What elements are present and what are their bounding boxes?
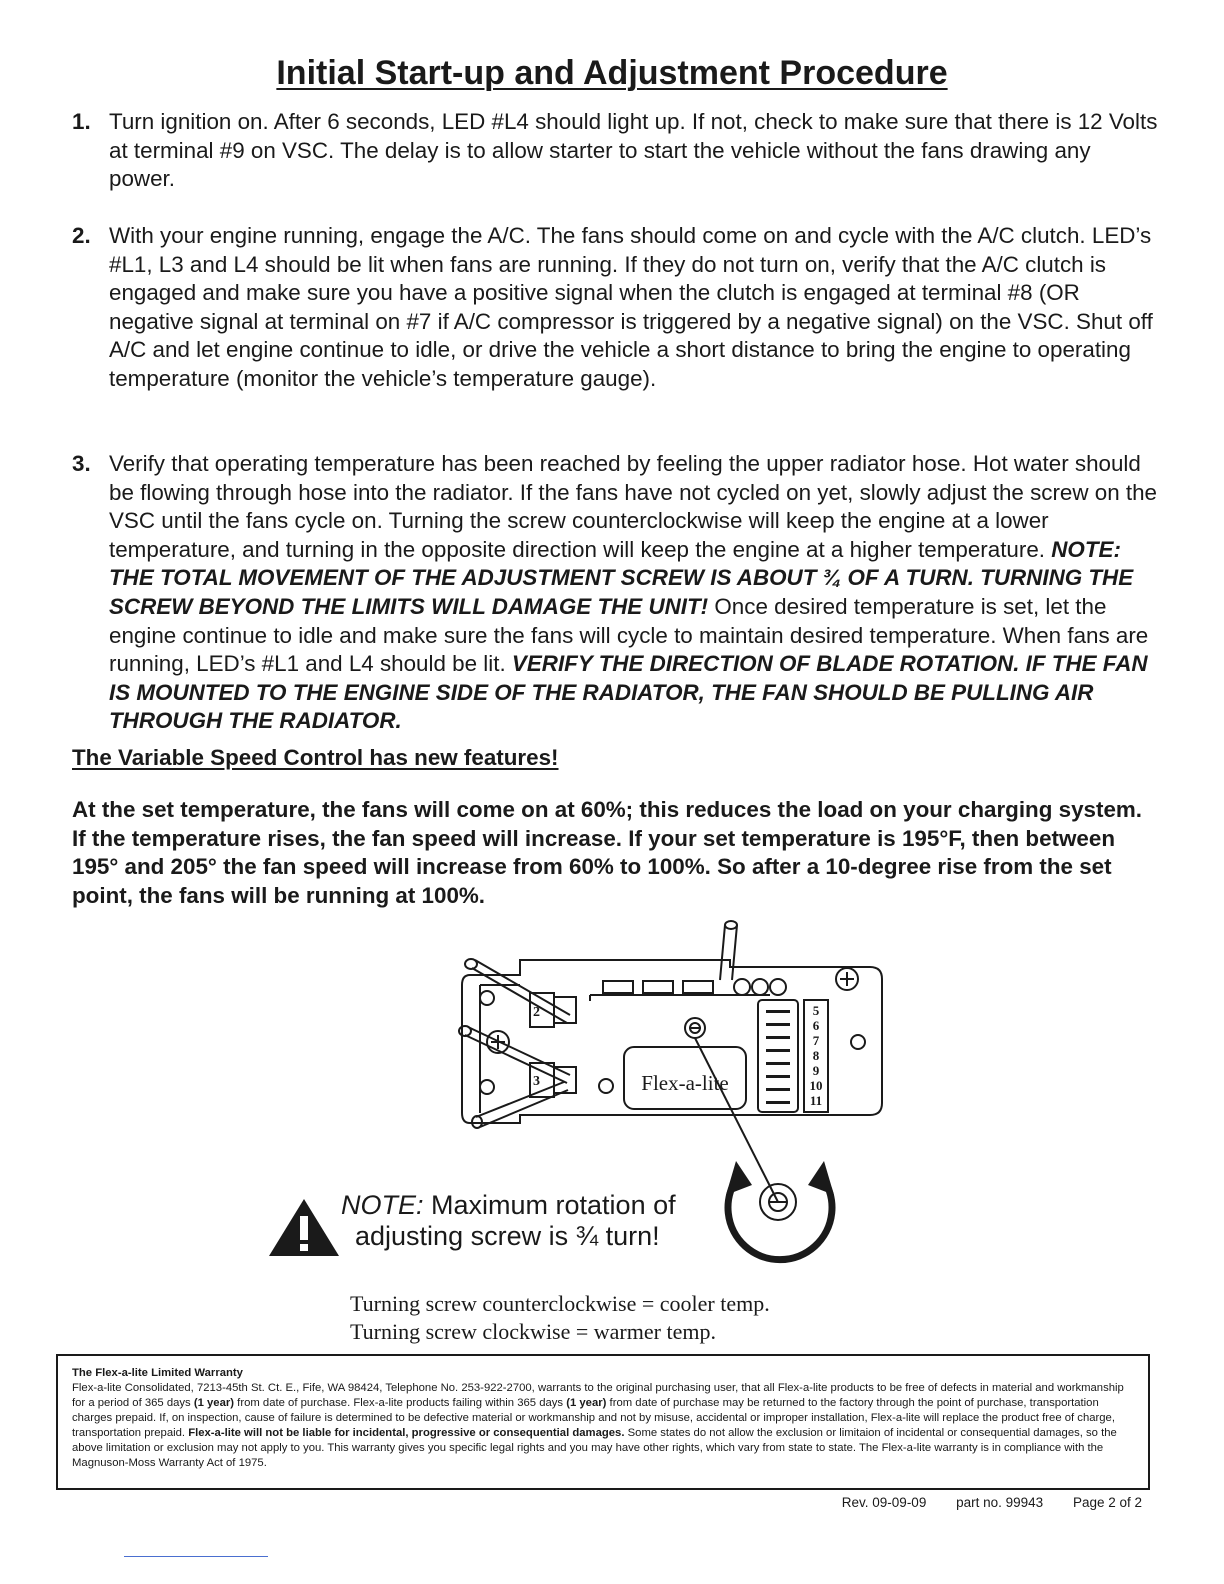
brand-label: Flex-a-lite — [641, 1071, 729, 1095]
step-warning: NOTE: THE TOTAL MOVEMENT OF THE ADJUSTMENT SCREW IS ABOUT ¾ OF A TURN. TURNING THE SCREW BEYOND THE LIMITS WILL DAMAGE THE UNIT! — [109, 536, 1134, 619]
terminal-number: 7 — [812, 1033, 820, 1048]
led-line — [766, 1049, 790, 1052]
warranty-bold: Flex-a-lite will not be liable for incidental, progressive or consequential damages. — [188, 1427, 625, 1439]
step-2 — [72, 222, 1162, 394]
led-line — [766, 1023, 790, 1026]
warranty-text: from date of purchase. Flex-a-lite products failing within 365 days — [234, 1397, 567, 1409]
terminal-number: 10 — [809, 1078, 823, 1093]
turn-instructions — [350, 1290, 870, 1346]
note-line1: Maximum rotation of — [423, 1190, 676, 1220]
note-text — [341, 1190, 711, 1252]
step-number: 1. — [72, 109, 91, 134]
step-3 — [72, 450, 1162, 736]
features-heading: The Variable Speed Control has new features! — [72, 745, 559, 770]
rotation-arrowhead-left — [726, 1161, 752, 1195]
terminal-number: 9 — [812, 1063, 820, 1078]
terminal-block — [554, 997, 576, 1023]
revision: Rev. 09-09-09 — [841, 1495, 927, 1510]
warranty-text: from date of purchase may be returned to the factory through the point of purchase, transportation charges prepaid. If, on inspection, cause of failure is determined to be defective material or workmanship and not by misuse, accidental or improper installation, Flex-a-lite will replace the product free of charge, transportation prepaid. — [72, 1397, 1115, 1439]
led-line — [766, 1088, 790, 1091]
terminal-number: 11 — [809, 1093, 823, 1108]
led-line — [766, 1101, 790, 1104]
step-warning: VERIFY THE DIRECTION OF BLADE ROTATION. IF THE FAN IS MOUNTED TO THE ENGINE SIDE OF THE RADIATOR, THE FAN SHOULD BE PULLING AIR THROUGH THE RADIATOR. — [109, 651, 1148, 734]
terminal-block — [554, 1067, 576, 1093]
bottom-rule — [124, 1556, 268, 1557]
features-text: At the set temperature, the fans will come on at 60%; this reduces the load on your charging system. If the temperature rises, the fan speed will increase. If your set temperature is 195°F, then between 195° and 205° the fan speed will increase from 60% to 100%. So after a 10-degree rise from the set point, the fans will be running at 100%. — [72, 797, 1143, 908]
mount-hole — [480, 991, 494, 1005]
warranty-box — [56, 1354, 1150, 1490]
step-text-part: Verify that operating temperature has been reached by feeling the upper radiator hose. Hot water should be flowing through hose into the radiator. If the fans have not cycled on yet, slowly adjust the screw on the VSC until the fans cycle on. Turning the screw counterclockwise will keep the engine at a lower temperature, and turning in the opposite direction will keep the engine at a higher temperature. — [109, 451, 1158, 562]
part-number: part no. 99943 — [956, 1495, 1044, 1510]
top-slot — [603, 981, 633, 993]
step-1 — [72, 108, 1162, 194]
page-title: Initial Start-up and Adjustment Procedure — [276, 54, 948, 92]
turn-line-cw: Turning screw clockwise = warmer temp. — [350, 1319, 716, 1344]
top-slot — [643, 981, 673, 993]
led-line — [766, 1036, 790, 1039]
rotation-arc — [728, 1177, 832, 1260]
top-knob — [770, 979, 786, 995]
note-label: NOTE: — [341, 1190, 424, 1220]
page-footer — [816, 1495, 1142, 1510]
note-line2: adjusting screw is ¾ turn! — [355, 1221, 660, 1251]
step-text: With your engine running, engage the A/C. The fans should come on and cycle with the A/C clutch. LED’s #L1, L3 and L4 should be lit when fans are running. If they do not turn on, verify that the A/C clutch is engaged and make sure you have a positive signal when the clutch is engaged at terminal #8 (OR negative signal at terminal on #7 if A/C compressor is triggered by a negative signal) on the VSC. Shut off A/C and let engine continue to idle, or drive the vehicle a short distance to bring the engine to operating temperature (monitor the vehicle’s temperature gauge). — [109, 223, 1153, 391]
rotation-arrowhead-right — [808, 1161, 834, 1195]
top-slot — [683, 981, 713, 993]
mount-hole — [599, 1079, 613, 1093]
step-number: 2. — [72, 223, 91, 248]
warranty-text: Flex-a-lite Consolidated, 7213-45th St. Ct. E., Fife, WA 98424, Telephone No. 253-922-2700, warrants to the original purchasing user, that all Flex-a-lite products to be free of defects in material and workmanship for a period of 365 days — [72, 1382, 1124, 1409]
wire — [720, 925, 737, 980]
note-callout — [265, 1190, 705, 1260]
warranty-title: The Flex-a-lite Limited Warranty — [72, 1367, 243, 1379]
step-text: Turn ignition on. After 6 seconds, LED #L4 should light up. If not, check to make sure that there is 12 Volts at terminal #9 on VSC. The delay is to allow starter to start the vehicle without the fans drawing any power. — [109, 109, 1158, 192]
led-line — [766, 1010, 790, 1013]
warranty-text: Some states do not allow the exclusion or limitaion of incidental or consequential damages, so the above limitation or exclusion may not apply to you. This warranty gives you specific legal rights and you may have other rights, which vary from state to state. The Flex-a-lite warranty is in compliance with the Magnuson-Moss Warranty Act of 1975. — [72, 1427, 1117, 1469]
step-text — [109, 450, 1162, 736]
terminal-number: 5 — [812, 1003, 820, 1018]
terminal-number: 6 — [812, 1018, 820, 1033]
warranty-bold: (1 year) — [566, 1397, 607, 1409]
step-number: 3. — [72, 451, 91, 476]
terminal-label: 3 — [533, 1074, 540, 1089]
led-line — [766, 1062, 790, 1065]
led-line — [766, 1075, 790, 1078]
step-text-part: Once desired temperature is set, let the engine continue to idle and make sure the fans will cycle to maintain desired temperature. When fans are running, LED’s #L1 and L4 should be lit. — [109, 593, 1149, 677]
mount-hole — [851, 1035, 865, 1049]
terminal-label: 2 — [533, 1005, 540, 1020]
page-number: Page 2 of 2 — [1072, 1495, 1142, 1510]
terminal-number: 8 — [812, 1048, 820, 1063]
led-bar — [758, 1000, 798, 1112]
warning-icon — [267, 1196, 341, 1258]
turn-line-ccw: Turning screw counterclockwise = cooler temp. — [350, 1291, 770, 1316]
warranty-bold: (1 year) — [193, 1397, 235, 1409]
mount-hole — [480, 1080, 494, 1094]
top-knob — [734, 979, 750, 995]
top-knob — [752, 979, 768, 995]
